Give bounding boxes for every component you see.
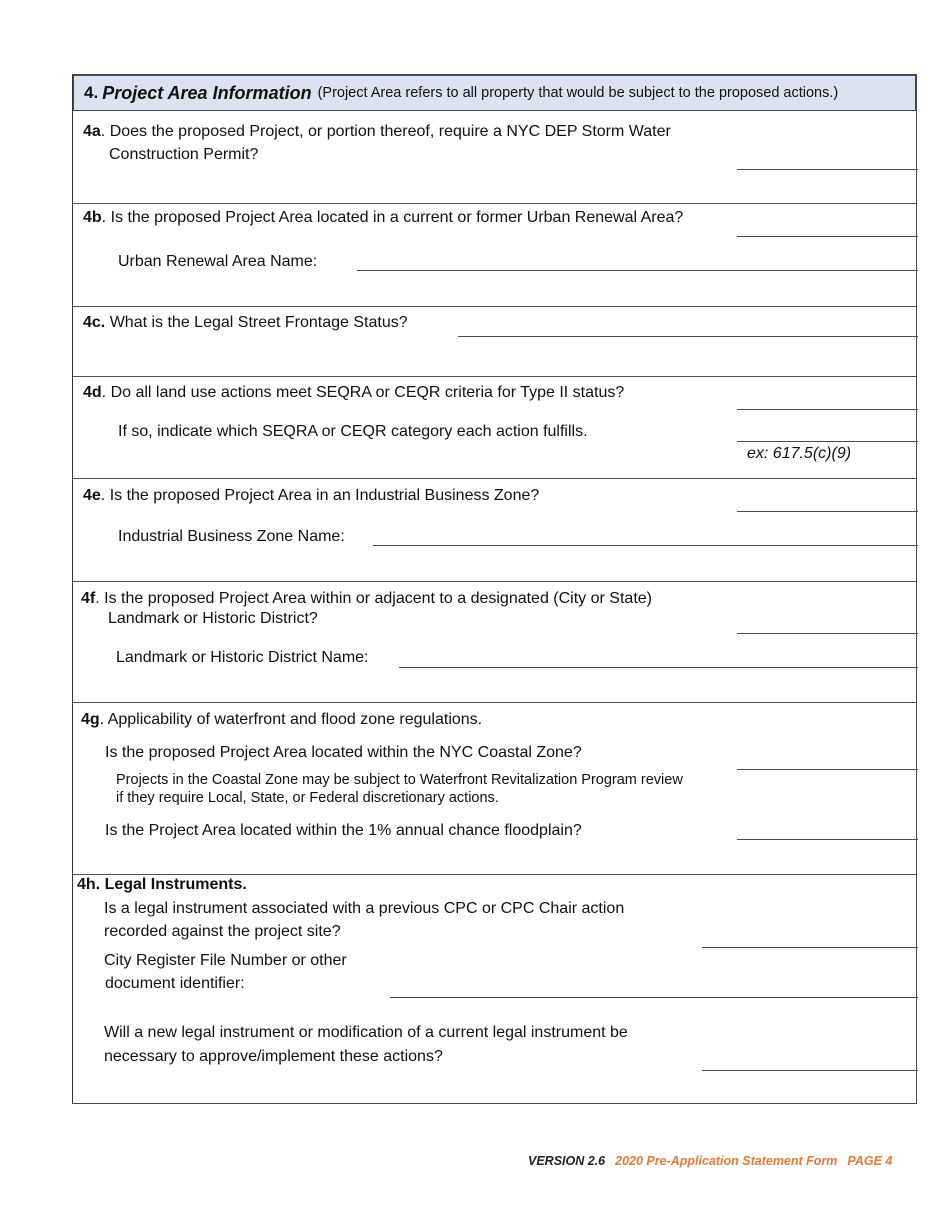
- landmark-name-label: Landmark or Historic District Name:: [116, 649, 369, 666]
- answer-4d-line[interactable]: [737, 409, 918, 410]
- page-footer: [528, 1154, 892, 1168]
- question-4g: 4g. Applicability of waterfront and flood zone regulations.: [81, 711, 483, 728]
- separator: [73, 478, 916, 479]
- section-note: (Project Area refers to all property that would be subject to the proposed actions.): [317, 85, 839, 101]
- question-4a: 4a. Does the proposed Project, or portion thereof, require a NYC DEP Storm Water: [83, 123, 671, 140]
- separator: [73, 203, 916, 204]
- landmark-name-line[interactable]: [399, 667, 918, 668]
- urban-renewal-name-line[interactable]: [357, 270, 918, 271]
- floodplain-answer-line[interactable]: [737, 839, 918, 840]
- urban-renewal-label: Urban Renewal Area Name:: [118, 253, 318, 270]
- coastal-zone-note-2: if they require Local, State, or Federal discretionary actions.: [116, 790, 499, 806]
- form-name-label: 2020 Pre-Application Statement Form: [615, 1154, 838, 1168]
- question-4f-cont: Landmark or Historic District?: [108, 610, 318, 627]
- legal-instrument-question-1-cont: recorded against the project site?: [104, 923, 341, 940]
- answer-4b-line[interactable]: [737, 236, 918, 237]
- separator: [73, 306, 916, 307]
- question-4b: 4b. Is the proposed Project Area located in a current or former Urban Renewal Area?: [83, 209, 684, 226]
- answer-4f-line[interactable]: [737, 633, 918, 634]
- legal-instrument-answer-2-line[interactable]: [702, 1070, 918, 1071]
- seqra-category-label: If so, indicate which SEQRA or CEQR category each action fulfills.: [118, 423, 588, 440]
- version-label: VERSION 2.6: [528, 1154, 606, 1168]
- legal-instrument-question-2: Will a new legal instrument or modification of a current legal instrument be: [104, 1024, 628, 1041]
- coastal-zone-answer-line[interactable]: [737, 769, 918, 770]
- question-4f: 4f. Is the proposed Project Area within or adjacent to a designated (City or State): [81, 590, 652, 607]
- floodplain-question: Is the Project Area located within the 1% annual chance floodplain?: [105, 822, 582, 839]
- answer-4a-line[interactable]: [737, 169, 918, 170]
- separator: [73, 376, 916, 377]
- ibz-name-line[interactable]: [373, 545, 918, 546]
- question-4d: 4d. Do all land use actions meet SEQRA or CEQR criteria for Type II status?: [83, 384, 625, 401]
- section-header: [73, 75, 916, 111]
- project-area-form: [72, 74, 917, 1104]
- coastal-zone-note-1: Projects in the Coastal Zone may be subject to Waterfront Revitalization Program review: [116, 772, 683, 788]
- register-number-label-cont: document identifier:: [105, 975, 245, 992]
- separator: [73, 581, 916, 582]
- legal-instrument-question-1: Is a legal instrument associated with a previous CPC or CPC Chair action: [104, 900, 625, 917]
- ibz-name-label: Industrial Business Zone Name:: [118, 528, 345, 545]
- seqra-example-hint: ex: 617.5(c)(9): [747, 445, 852, 462]
- answer-4c-line[interactable]: [458, 336, 918, 337]
- seqra-category-line[interactable]: [737, 441, 918, 442]
- question-4c: 4c. What is the Legal Street Frontage Status?: [83, 314, 408, 331]
- question-4h-heading: 4h. Legal Instruments.: [77, 876, 247, 893]
- separator: [73, 702, 916, 703]
- section-number: 4.: [84, 83, 99, 102]
- answer-4e-line[interactable]: [737, 511, 918, 512]
- page-number: PAGE 4: [847, 1154, 893, 1168]
- question-4a-cont: Construction Permit?: [109, 146, 259, 163]
- legal-instrument-question-2-cont: necessary to approve/implement these actions?: [104, 1048, 443, 1065]
- question-4e: 4e. Is the proposed Project Area in an Industrial Business Zone?: [83, 487, 540, 504]
- coastal-zone-question: Is the proposed Project Area located within the NYC Coastal Zone?: [105, 744, 582, 761]
- section-title: Project Area Information: [102, 82, 312, 103]
- register-number-line[interactable]: [390, 997, 918, 998]
- register-number-label: City Register File Number or other: [104, 952, 347, 969]
- legal-instrument-answer-1-line[interactable]: [702, 947, 918, 948]
